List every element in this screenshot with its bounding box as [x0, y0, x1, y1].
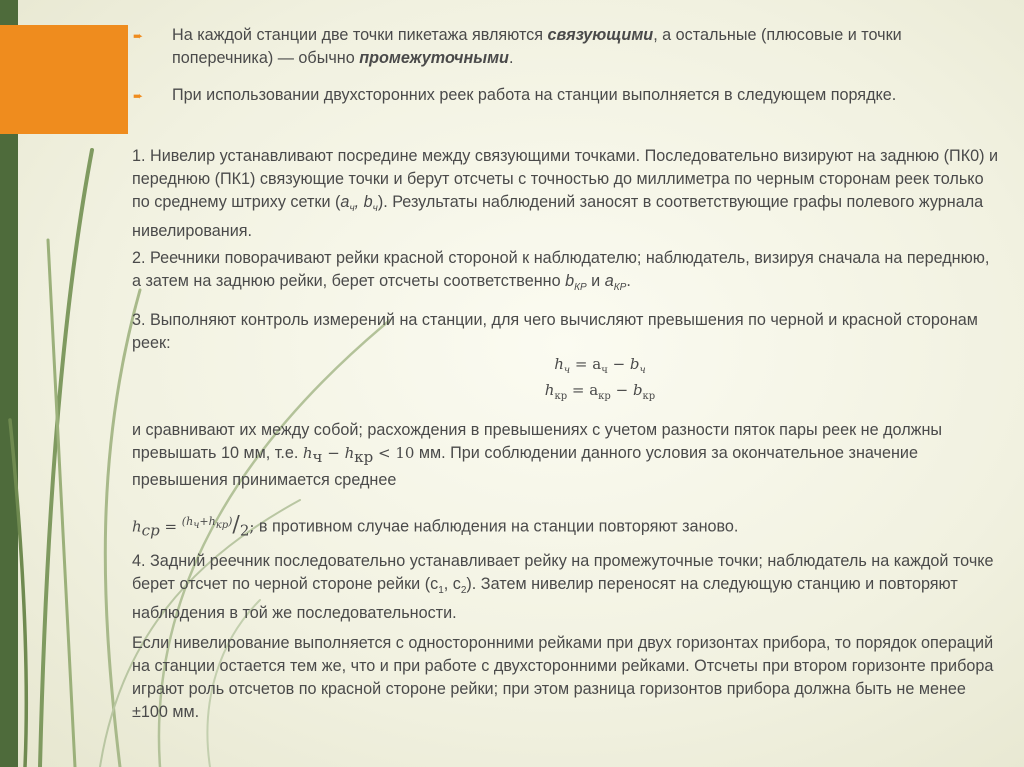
- step-1-text: 1. Нивелир устанавливают посредине между связующими точками. Последовательно визируют на заднюю (ПК0) и переднюю (ПК1) связующие точки и берут отсчеты с точностью до миллиметра по черным сторонам реек только по среднему штриху сетки (: [132, 147, 999, 211]
- step-2-text: 2. Реечники поворачивают рейки красной стороной к наблюдателю; наблюдатель, визируя сначала на переднюю, а затем на заднюю рейки, берет отсчеты соответственно: [132, 249, 990, 290]
- formula-2-eq: =: [567, 381, 590, 399]
- mean-eq: =: [159, 517, 182, 536]
- formula-2-minus: −: [610, 381, 633, 399]
- arrow-bullet-icon: ➨: [133, 29, 144, 43]
- formula-2-b: b: [632, 381, 643, 399]
- step-1-sub-b: ч: [372, 203, 378, 215]
- formula-red-side: [330, 381, 870, 402]
- comparison-paragraph: [132, 419, 1002, 492]
- formula-1-a: а: [592, 355, 602, 373]
- comparison-minus: −: [322, 444, 345, 462]
- mean-num-sub-2: кр: [215, 520, 229, 532]
- comparison-h1-sub: ч: [312, 448, 323, 467]
- formula-2-lhs-sub: кр: [554, 391, 568, 402]
- formula-1-eq: =: [570, 355, 593, 373]
- mean-slash: /: [232, 512, 240, 538]
- arrow-bullet-icon: ➨: [133, 89, 144, 103]
- step-2-and: и: [586, 272, 605, 290]
- step-4-paragraph: [132, 550, 1002, 625]
- mean-lhs-sub: ср: [141, 521, 160, 540]
- bullet-1: [172, 24, 1002, 70]
- step-4-text: 4. Задний реечник последовательно устанавливает рейку на промежуточные точки; наблюдатель на каждой точке берет отсчет по черной стороне рейки (с: [132, 552, 994, 593]
- step-4-sub-1: 1: [438, 585, 444, 597]
- step-1-tail: ). Результаты наблюдений заносят в соответствующие графы полевого журнала нивелирования.: [132, 193, 984, 241]
- step-2-sub-b: КР: [574, 282, 587, 294]
- bullet-1-bold-term-2: промежуточными: [359, 49, 509, 67]
- formula-2-a: а: [589, 381, 599, 399]
- step-2-sub-a: КР: [613, 282, 627, 294]
- final-paragraph: Если нивелирование выполняется с односторонними рейками при двух горизонтах прибора, то порядок операций на станции остается тем же, что и при работе с двухсторонними рейками. Отсчеты при втором горизонте прибора играют роль отсчетов по красной стороне рейки; при этом разница горизонтов прибора должна быть не менее ±100 мм.: [132, 634, 994, 721]
- step-2-var-b: b: [565, 272, 575, 290]
- mean-num-close: ): [228, 515, 233, 528]
- bullet-1-text-after: .: [508, 49, 514, 67]
- comparison-less-than: < 10: [373, 444, 415, 462]
- comparison-h2-sub: кр: [354, 448, 374, 467]
- step-1-var-a: а: [340, 193, 350, 211]
- mean-semicolon: ;: [249, 517, 255, 536]
- mean-num-sub-1: ч: [193, 520, 200, 532]
- bullet-1-text-before: На каждой станции две точки пикетажа являются: [172, 26, 548, 44]
- step-3-paragraph: 3. Выполняют контроль измерений на станции, для чего вычисляют превышения по черной и красной сторонам реек:: [132, 311, 978, 352]
- comparison-text-end: мм. При соблюдении данного условия за окончательное значение превышения принимается среднее: [132, 444, 918, 490]
- mean-num-plus: +h: [199, 515, 216, 528]
- orange-accent-tab: [0, 25, 128, 134]
- step-1-paragraph: [132, 145, 1002, 243]
- bullet-1-text-mid: , а остальные (плюсовые и точки поперечника) — обычно: [172, 26, 902, 67]
- step-2-var-a: а: [604, 272, 614, 290]
- formula-1-lhs-sub: ч: [563, 365, 571, 376]
- step-4-tail: ). Затем нивелир переносят на следующую станцию и повторяют наблюдения в той же последовательности.: [132, 575, 958, 623]
- mean-numerator: [181, 515, 233, 532]
- bullet-1-bold-term-1: связующими: [547, 26, 654, 44]
- mean-formula-line: [132, 510, 1002, 543]
- step-2-tail: .: [626, 272, 631, 290]
- mean-tail-text: в противном случае наблюдения на станции повторяют заново.: [254, 517, 739, 536]
- step-1-var-b: b: [363, 193, 373, 211]
- formula-1-minus: −: [607, 355, 630, 373]
- bullet-2: При использовании двухсторонних реек работа на станции выполняется в следующем порядке.: [172, 86, 897, 104]
- formula-1-lhs: h: [554, 355, 564, 373]
- mean-num-open: (h: [181, 515, 194, 528]
- step-4-mid: , с: [443, 575, 461, 593]
- comparison-h2: h: [344, 444, 355, 462]
- step-4-sub-2: 2: [460, 585, 467, 597]
- formula-1-a-sub: ч: [601, 365, 608, 376]
- formula-2-lhs: h: [544, 381, 555, 399]
- step-2-paragraph: [132, 247, 1002, 299]
- formula-2-b-sub: кр: [642, 391, 656, 402]
- formula-1-b: b: [629, 355, 640, 373]
- step-1-sub-a: ч: [349, 203, 355, 215]
- formula-1-b-sub: ч: [639, 365, 646, 376]
- mean-denominator: 2: [239, 521, 250, 540]
- formula-black-side: [330, 355, 870, 376]
- formula-2-a-sub: кр: [598, 391, 611, 402]
- step-1-separator: ,: [354, 193, 364, 211]
- comparison-text-start: и сравнивают их между собой; расхождения в превышениях с учетом разности пяток пары реек не должны превышать 10 мм, т.е.: [132, 421, 943, 462]
- comparison-h1: h: [302, 444, 313, 462]
- mean-lhs: h: [132, 517, 142, 536]
